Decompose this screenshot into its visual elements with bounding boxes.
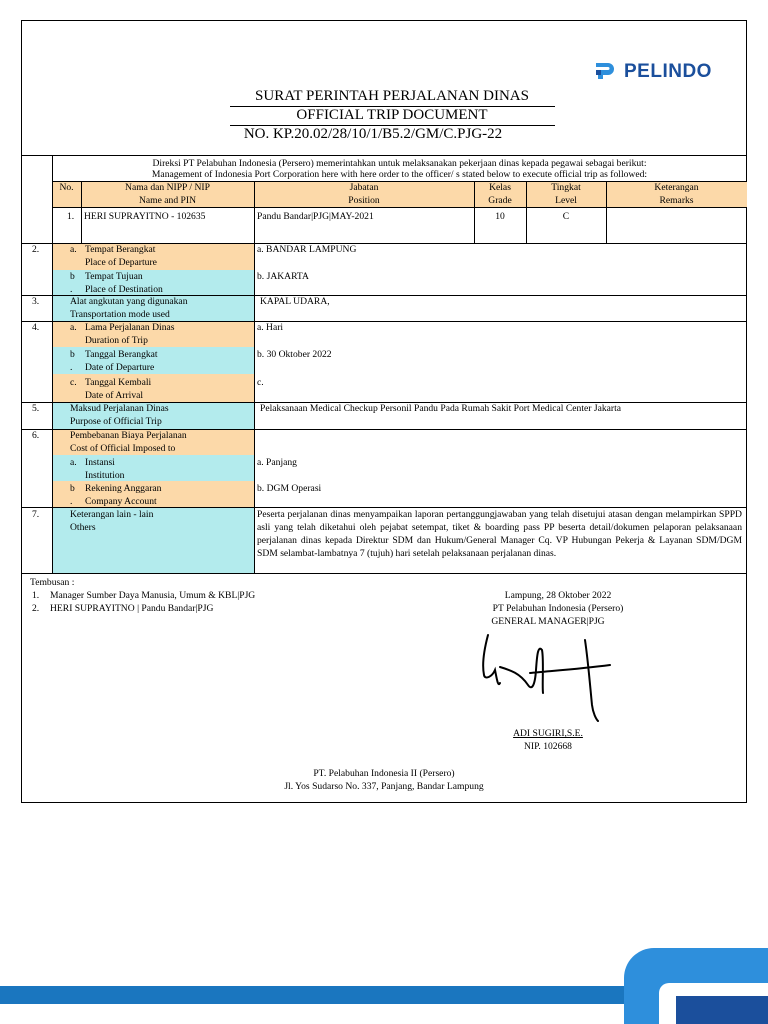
- purpose-value: Pelaksanaan Medical Checkup Personil Pandu Pada Rumah Sakit Port Medical Center Jakarta: [260, 403, 622, 414]
- duration-label-en: Duration of Trip: [85, 335, 148, 346]
- cost-label-en: Cost of Official Imposed to: [70, 443, 176, 454]
- employee-grade: 10: [495, 211, 505, 222]
- departure-value: a. BANDAR LAMPUNG: [257, 244, 357, 255]
- marker: a.: [70, 457, 77, 468]
- marker: b: [70, 483, 75, 494]
- destination-value: b. JAKARTA: [257, 271, 309, 282]
- employee-name: HERI SUPRAYITNO - 102635: [84, 211, 206, 222]
- item-number: 7.: [32, 509, 40, 520]
- header-name-id: Nama dan NIPP / NIP: [125, 182, 210, 193]
- employee-position: Pandu Bandar|PJG|MAY-2021: [257, 211, 374, 222]
- cc-label: Tembusan :: [30, 577, 75, 588]
- departure-label-en: Place of Departure: [85, 257, 157, 268]
- employee-no: 1.: [67, 211, 75, 222]
- header-remarks-en: Remarks: [659, 195, 694, 206]
- grid-line: [21, 155, 747, 156]
- grid-line: [52, 155, 53, 573]
- others-label-id: Keterangan lain - lain: [70, 509, 154, 520]
- item-number: 5.: [32, 403, 40, 414]
- marker: b: [70, 349, 75, 360]
- item-number: 3.: [32, 296, 40, 307]
- intro-id: Direksi PT Pelabuhan Indonesia (Persero) memerintahkan untuk melaksanakan pekerjaan dinas kepada pegawai sebagai berikut:: [152, 158, 647, 169]
- institution-value: a. Panjang: [257, 457, 297, 468]
- sign-role: GENERAL MANAGER|PJG: [491, 616, 605, 627]
- employee-level: C: [562, 211, 570, 222]
- account-label-id: Rekening Anggaran: [85, 483, 162, 494]
- pelindo-mark-icon: [592, 57, 618, 88]
- logo-brand-text: PELINDO: [624, 61, 712, 82]
- corner-logo-mark-icon: [614, 938, 768, 1024]
- intro-en: Management of Indonesia Port Corporation here with here order to the officer/ s stated below to execute official trip as followed:: [151, 169, 648, 180]
- title-line-1: SURAT PERINTAH PERJALANAN DINAS: [255, 88, 529, 104]
- bg-institution: [52, 455, 254, 481]
- cc-number: 2.: [32, 603, 40, 614]
- marker: .: [70, 284, 73, 295]
- footer-address: Jl. Yos Sudarso No. 337, Panjang, Bandar Lampung: [284, 781, 484, 792]
- item-number: 6.: [32, 430, 40, 441]
- arrival-date-label-en: Date of Arrival: [85, 390, 144, 401]
- handwritten-signature: [470, 625, 620, 725]
- bg-arrival-date: [52, 374, 254, 402]
- sign-place-date: Lampung, 28 Oktober 2022: [504, 590, 612, 601]
- account-value: b. DGM Operasi: [257, 483, 322, 494]
- account-label-en: Company Account: [85, 496, 157, 507]
- marker: c.: [70, 377, 77, 388]
- arrival-date-value: c.: [257, 377, 264, 388]
- transport-label-en: Transportation mode used: [70, 309, 170, 320]
- header-level-id: Tingkat: [551, 182, 581, 193]
- others-value: Peserta perjalanan dinas menyampaikan laporan pertanggungjawaban yang telah disetujui atasan dengan melampirkan SPPD asli yang telah diketahui oleh pejabat setempat, tiket & boarding pass PP beserta detail/dokumen pelaporan pelaksanaan perjalanan dinas kepada Direktur SDM dan Hukum/General Manager Cq. VP Hubungan Pekerja & Layanan SDM/DGM SDM selambat-lambatnya 7 (tujuh) hari setelah pelaksanaan perjalanan dinas.: [257, 509, 742, 559]
- duration-value: a. Hari: [257, 322, 284, 333]
- departure-date-label-id: Tanggal Berangkat: [85, 349, 158, 360]
- cc-number: 1.: [32, 590, 40, 601]
- header-no: No.: [59, 182, 74, 193]
- institution-label-id: Instansi: [85, 457, 115, 468]
- purpose-label-en: Purpose of Official Trip: [70, 416, 162, 427]
- grid-line: [21, 573, 747, 574]
- title-line-3: NO. KP.20.02/28/10/1/B5.2/GM/C.PJG-22: [243, 126, 503, 142]
- departure-label-id: Tempat Berangkat: [85, 244, 156, 255]
- destination-label-en: Place of Destination: [85, 284, 163, 295]
- marker: .: [70, 362, 73, 373]
- others-label-en: Others: [70, 522, 96, 533]
- header-remarks-id: Keterangan: [654, 182, 699, 193]
- grid-line: [52, 207, 747, 208]
- signer-name: ADI SUGIRI,S.E.: [513, 728, 583, 739]
- cc-item-1: Manager Sumber Daya Manusia, Umum & KBL|PJG: [50, 590, 256, 601]
- purpose-label-id: Maksud Perjalanan Dinas: [70, 403, 169, 414]
- sign-company: PT Pelabuhan Indonesia (Persero): [492, 603, 624, 614]
- header-position-en: Position: [348, 195, 380, 206]
- title-line-2: OFFICIAL TRIP DOCUMENT: [296, 107, 488, 123]
- header-grade-en: Grade: [488, 195, 512, 206]
- grid-line: [254, 181, 255, 573]
- transport-label-id: Alat angkutan yang digunakan: [70, 296, 188, 307]
- marker: .: [70, 496, 73, 507]
- marker: a.: [70, 322, 77, 333]
- duration-label-id: Lama Perjalanan Dinas: [85, 322, 175, 333]
- transport-value: KAPAL UDARA,: [260, 296, 330, 307]
- item-number: 4.: [32, 322, 40, 333]
- header-position-id: Jabatan: [349, 182, 379, 193]
- arrival-date-label-id: Tanggal Kembali: [85, 377, 152, 388]
- marker: b: [70, 271, 75, 282]
- institution-label-en: Institution: [85, 470, 125, 481]
- header-grade-id: Kelas: [489, 182, 511, 193]
- header-name-en: Name and PIN: [138, 195, 196, 206]
- header-level-en: Level: [555, 195, 577, 206]
- cc-item-2: HERI SUPRAYITNO | Pandu Bandar|PJG: [50, 603, 214, 614]
- bottom-stripe: [0, 986, 640, 1004]
- marker: a.: [70, 244, 77, 255]
- cost-label-id: Pembebanan Biaya Perjalanan: [70, 430, 187, 441]
- footer-company: PT. Pelabuhan Indonesia II (Persero): [313, 768, 455, 779]
- item-number: 2.: [32, 244, 40, 255]
- departure-date-label-en: Date of Departure: [85, 362, 155, 373]
- destination-label-id: Tempat Tujuan: [85, 271, 143, 282]
- signer-nip: NIP. 102668: [524, 741, 572, 752]
- departure-date-value: b. 30 Oktober 2022: [257, 349, 332, 360]
